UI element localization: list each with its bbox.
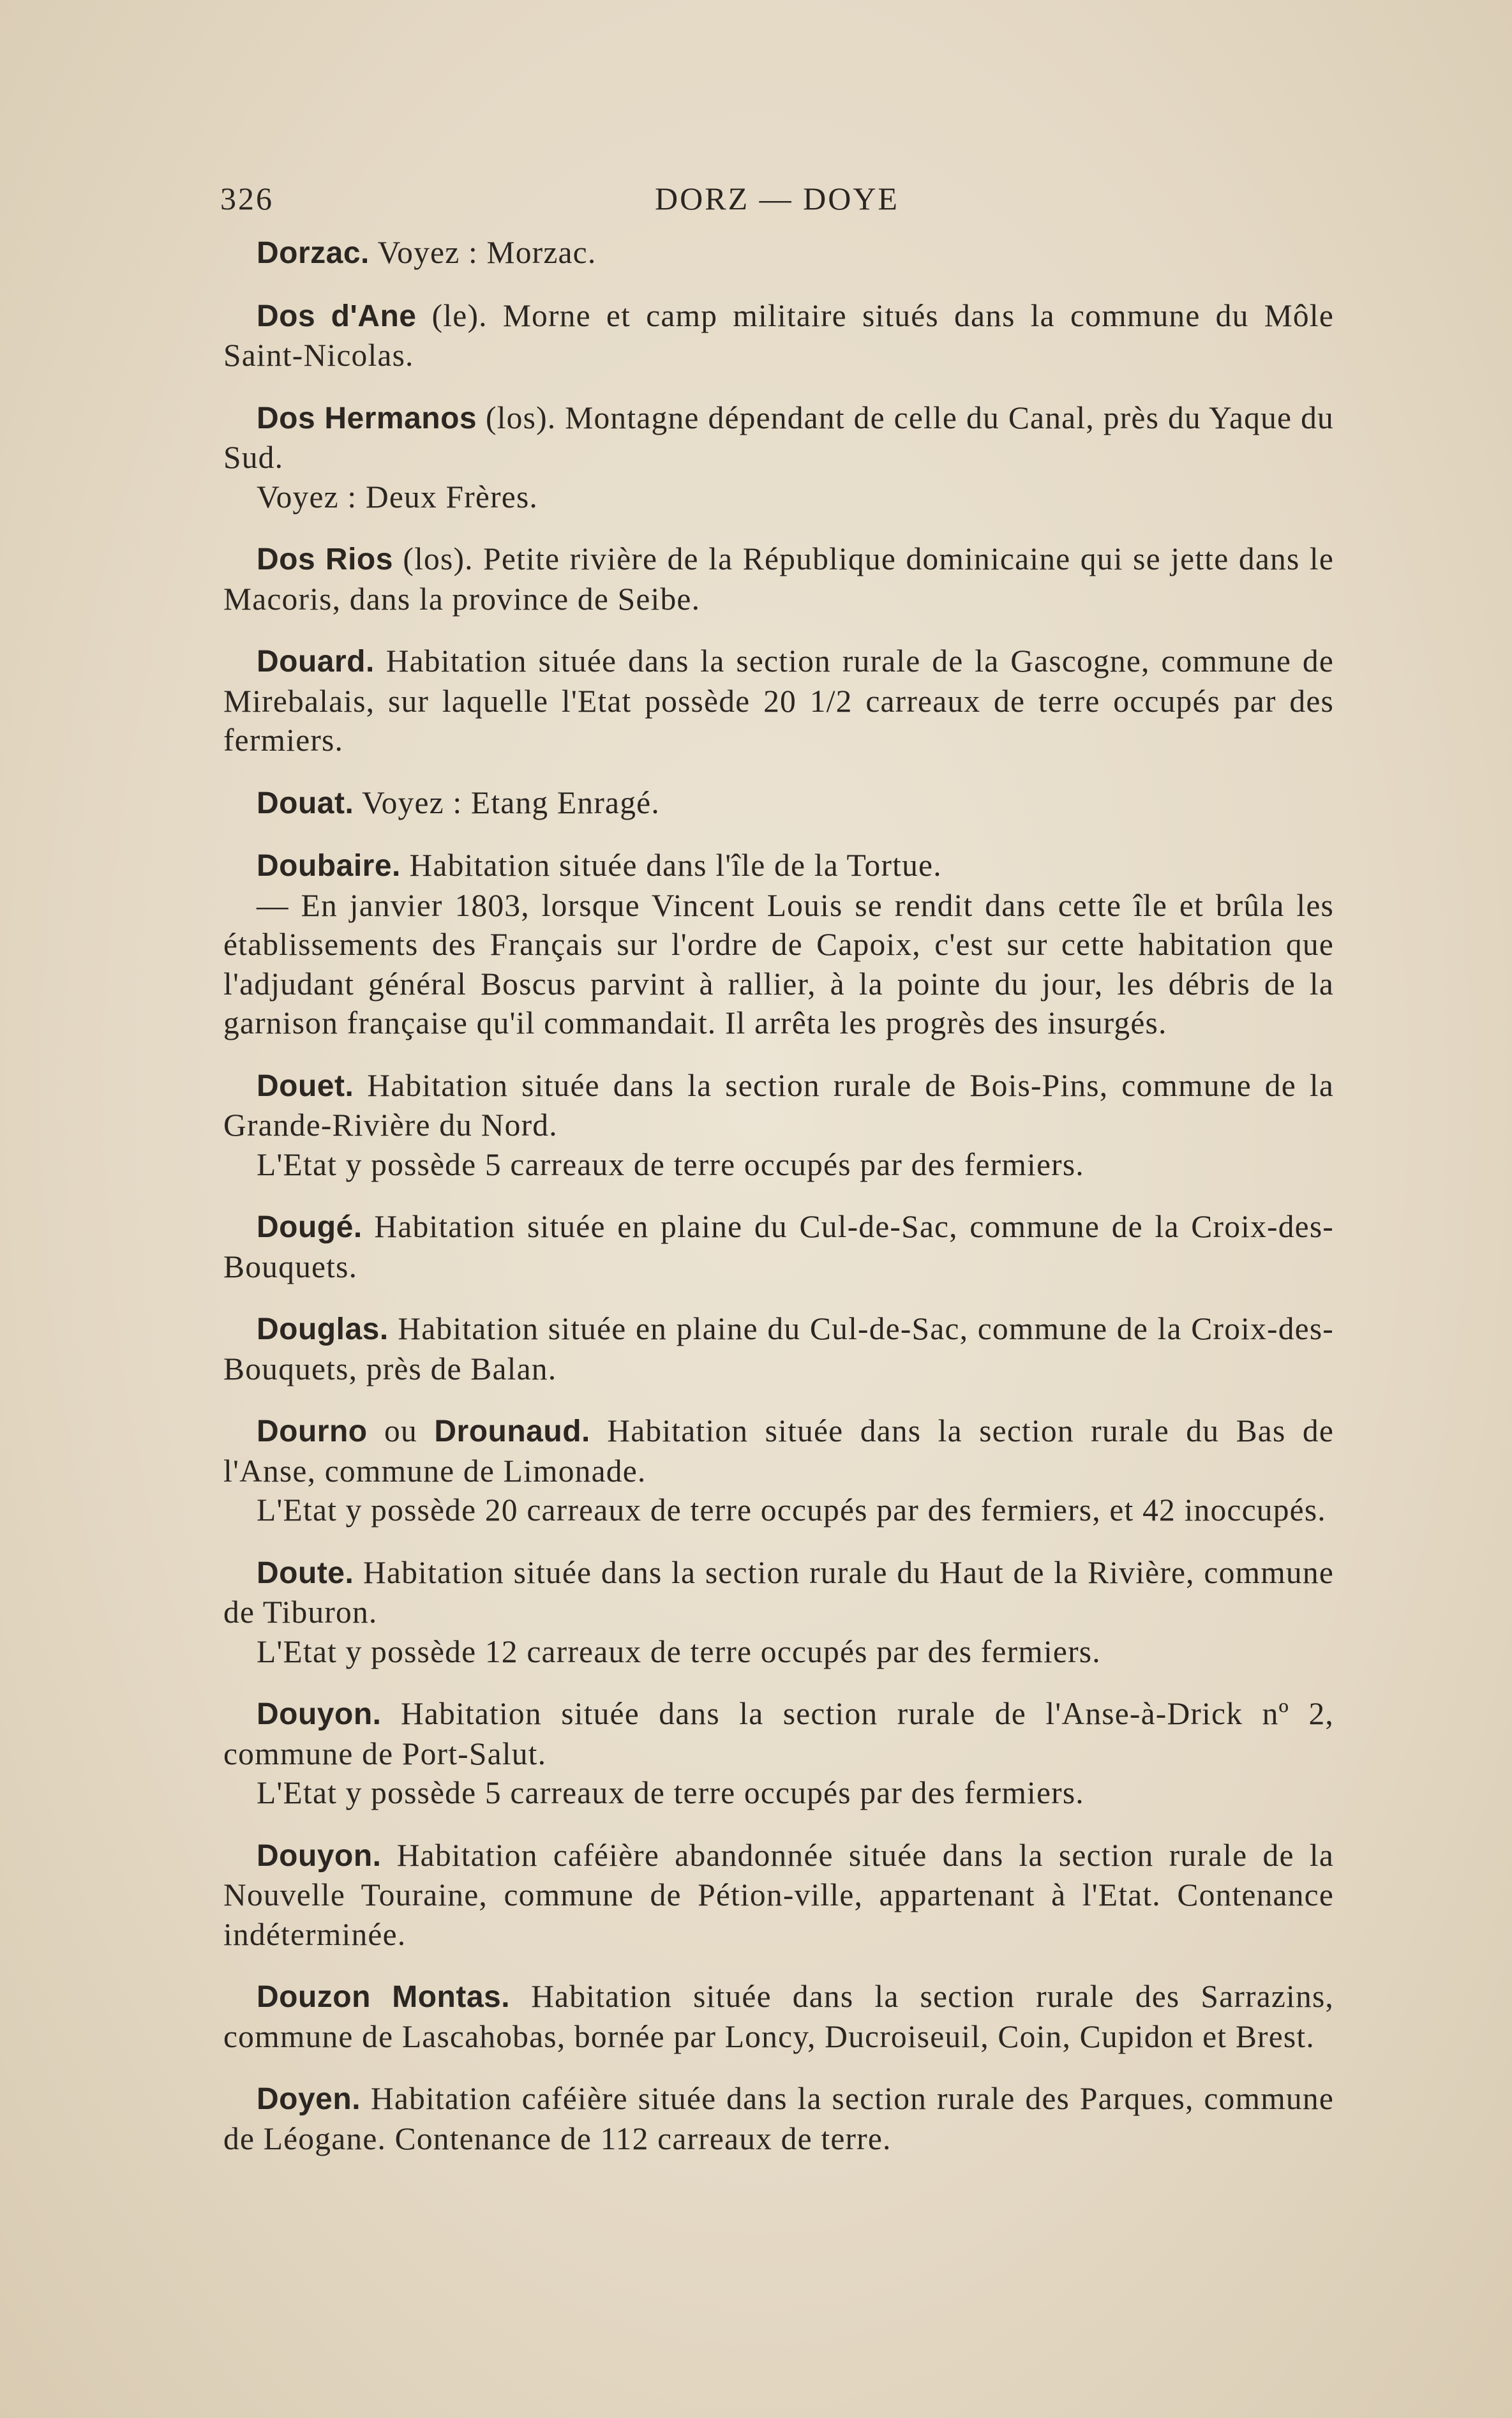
entry-text: (le). Morne et camp militaire situés dans la commune du Môle Saint-Nicolas.	[223, 297, 1335, 373]
dictionary-entry	[223, 296, 1334, 375]
entry-headword: Douglas.	[257, 1312, 389, 1346]
entry-headword: Dougé.	[257, 1210, 363, 1244]
entry-headword: Dos Rios	[257, 543, 393, 576]
entry-text: Habitation située dans la section rurale de la Gascogne, commune de Mirebalais, sur laquelle l'Etat possède 20 1/2 carreaux de terre occupés par des fermiers.	[223, 643, 1334, 758]
entry-text: (los). Petite rivière de la République dominicaine qui se jette dans le Macoris, dans la province de Seibe.	[223, 541, 1335, 617]
dictionary-entry	[223, 846, 1334, 1043]
entry-paragraph	[223, 1309, 1334, 1388]
entry-text: Voyez : Morzac.	[369, 235, 597, 270]
entry-text: Habitation située dans la section rurale du Haut de la Rivière, commune de Tiburon.	[223, 1554, 1334, 1630]
dictionary-entry	[223, 233, 1334, 273]
entry-text: Habitation située dans la section rurale de Bois-Pins, commune de la Grande-Rivière du Nord.	[223, 1067, 1334, 1143]
entry-text: (los). Montagne dépendant de celle du Canal, près du Yaque du Sud.	[223, 400, 1335, 475]
entry-paragraph	[223, 539, 1334, 619]
entry-paragraph	[223, 783, 1334, 823]
entry-text: Habitation située dans la section rurale des Sarrazins, commune de Lascahobas, bornée par Loncy, Ducroiseuil, Coin, Cupidon et Brest.	[223, 1979, 1334, 2054]
entry-headword: Douyon.	[257, 1697, 382, 1731]
entry-paragraph	[223, 1066, 1334, 1145]
entry-headword: Douet.	[257, 1069, 354, 1103]
entry-paragraph	[223, 1553, 1334, 1632]
entry-text: Habitation caféière abandonnée située dans la section rurale de la Nouvelle Touraine, commune de Pétion-ville, appartenant à l'Etat. Contenance indéterminée.	[223, 1837, 1334, 1952]
entry-headword: Doyen.	[257, 2082, 361, 2116]
entry-paragraph	[223, 2079, 1334, 2158]
dictionary-entry	[223, 539, 1334, 619]
entry-text: Habitation située en plaine du Cul-de-Sac, commune de la Croix-des-Bouquets, près de Balan.	[223, 1311, 1334, 1386]
dictionary-entry	[223, 1411, 1334, 1530]
entry-headword: Dourno	[257, 1415, 368, 1448]
page-number: 326	[220, 181, 274, 216]
dictionary-entry	[223, 398, 1334, 517]
entry-text: Voyez : Etang Enragé.	[354, 785, 660, 820]
entry-headword: Doubaire.	[257, 849, 401, 883]
entry-paragraph	[223, 1836, 1334, 1955]
entry-paragraph	[223, 1694, 1334, 1773]
dictionary-entry	[223, 2079, 1334, 2158]
entry-paragraph	[223, 398, 1334, 477]
entry-connector: ou	[367, 1413, 435, 1448]
entry-continuation: Voyez : Deux Frères.	[257, 479, 538, 514]
entry-text: Habitation située dans la section rurale du Bas de l'Anse, commune de Limonade.	[223, 1413, 1334, 1489]
entry-paragraph	[223, 233, 1334, 273]
entry-paragraph	[223, 1977, 1334, 2056]
dictionary-entry	[223, 1694, 1334, 1813]
entry-continuation: L'Etat y possède 20 carreaux de terre occupés par des fermiers, et 42 inoccupés.	[257, 1492, 1326, 1528]
running-head	[220, 180, 1334, 218]
entry-headword: Douard.	[257, 645, 375, 679]
entry-text: Habitation située dans l'île de la Tortue.	[400, 848, 942, 883]
entry-continuation: L'Etat y possède 5 carreaux de terre occupés par des fermiers.	[257, 1775, 1084, 1810]
entry-continuation: L'Etat y possède 12 carreaux de terre occupés par des fermiers.	[257, 1633, 1101, 1669]
entry-paragraph	[223, 1207, 1334, 1286]
entry-paragraph	[223, 846, 1334, 886]
entry-paragraph	[223, 1411, 1334, 1491]
entry-text: Habitation située en plaine du Cul-de-Sac, commune de la Croix-des-Bouquets.	[223, 1209, 1334, 1284]
entry-headword: Dorzac.	[257, 236, 370, 270]
dictionary-entry	[223, 1309, 1334, 1388]
entry-headword-variant: Drounaud.	[434, 1415, 590, 1448]
running-title: DORZ — DOYE	[655, 181, 899, 216]
entry-continuation: — En janvier 1803, lorsque Vincent Louis se rendit dans cette île et brûla les établissements des Français sur l'ordre de Capoix, c'est sur cette habitation que l'adjudant général Boscus parvint à rallier, à la pointe du jour, les débris de la garnison française qu'il commandait. Il arrêta les progrès des insurgés.	[223, 887, 1334, 1040]
dictionary-entry	[223, 642, 1334, 760]
entry-paragraph	[223, 296, 1334, 375]
entry-headword: Dos Hermanos	[257, 401, 477, 435]
entry-text: Habitation située dans la section rurale de l'Anse-à-Drick nº 2, commune de Port-Salut.	[223, 1696, 1334, 1771]
entry-headword: Dos d'Ane	[257, 299, 417, 333]
dictionary-entry	[223, 1836, 1334, 1955]
entry-text: Habitation caféière située dans la section rurale des Parques, commune de Léogane. Contenance de 112 carreaux de terre.	[223, 2081, 1334, 2156]
entry-continuation: L'Etat y possède 5 carreaux de terre occupés par des fermiers.	[257, 1146, 1084, 1182]
dictionary-entry	[223, 1553, 1334, 1672]
dictionary-entries	[223, 233, 1334, 2181]
entry-headword: Douyon.	[257, 1838, 382, 1873]
entry-headword: Doute.	[257, 1556, 354, 1590]
dictionary-entry	[223, 1207, 1334, 1286]
entry-paragraph	[223, 642, 1334, 760]
entry-headword: Douzon Montas.	[257, 1980, 511, 2014]
dictionary-entry	[223, 783, 1334, 823]
dictionary-entry	[223, 1977, 1334, 2056]
entry-headword: Douat.	[257, 786, 354, 820]
dictionary-entry	[223, 1066, 1334, 1185]
